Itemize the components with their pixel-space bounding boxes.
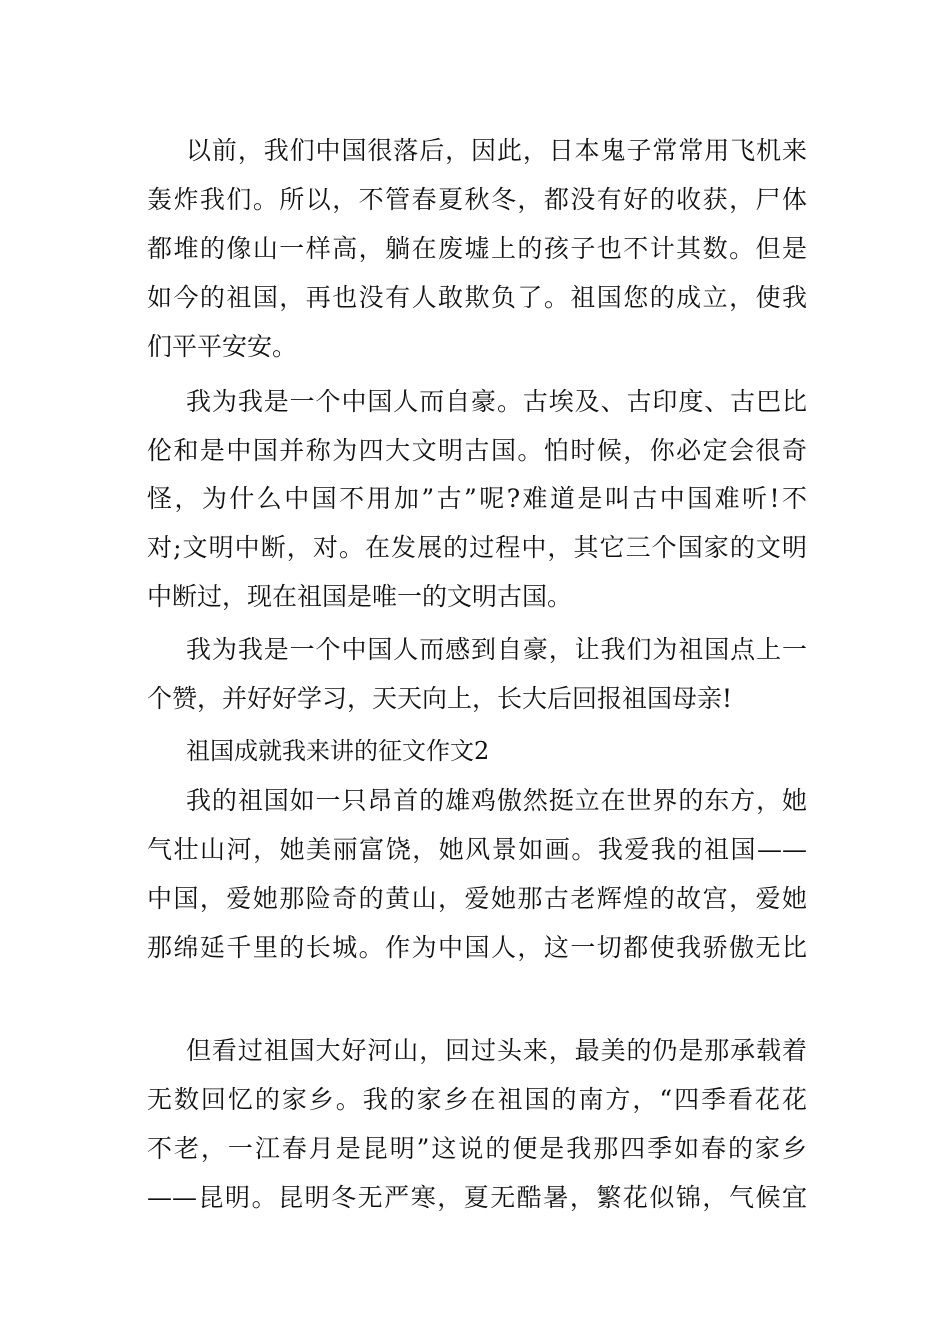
paragraph-2-line-4: 对;文明中断，对。在发展的过程中，其它三个国家的文明 [147,533,807,562]
paragraph-5-line-1: 但看过祖国大好河山，回过头来，最美的仍是那承载着 [186,1036,807,1065]
paragraph-1-line-4: 如今的祖国，再也没有人敢欺负了。祖国您的成立，使我 [147,283,807,312]
paragraph-5-line-3: 不老，一江春月是昆明”这说的便是我那四季如春的家乡 [147,1134,807,1163]
paragraph-4-line-2: 气壮山河，她美丽富饶，她风景如画。我爱我的祖国—— [147,835,807,864]
paragraph-3-line-1: 我为我是一个中国人而感到自豪，让我们为祖国点上一 [186,635,807,664]
paragraph-1-line-1: 以前，我们中国很落后，因此，日本鬼子常常用飞机来 [186,136,807,165]
paragraph-2-line-1: 我为我是一个中国人而自豪。古埃及、古印度、古巴比 [186,387,807,416]
paragraph-5-line-4: ——昆明。昆明冬无严寒，夏无酷暑，繁花似锦，气候宜 [147,1183,807,1212]
paragraph-4-line-4: 那绵延千里的长城。作为中国人，这一切都使我骄傲无比 [147,933,807,962]
paragraph-4-line-1: 我的祖国如一只昂首的雄鸡傲然挺立在世界的东方，她 [186,786,807,815]
paragraph-1-line-5: 们平平安安。 [147,332,298,361]
paragraph-2-line-3: 怪，为什么中国不用加”古”呢?难道是叫古中国难听!不 [147,484,807,513]
section-heading: 祖国成就我来讲的征文作文2 [186,737,490,765]
paragraph-5-line-2: 无数回忆的家乡。我的家乡在祖国的南方，“四季看花花 [147,1085,807,1114]
paragraph-4-line-3: 中国，爱她那险奇的黄山，爱她那古老辉煌的故宫，爱她 [147,884,807,913]
paragraph-2-line-2: 伦和是中国并称为四大文明古国。怕时候，你必定会很奇 [147,436,807,465]
paragraph-1-line-2: 轰炸我们。所以，不管春夏秋冬，都没有好的收获，尸体 [147,185,807,214]
paragraph-1-line-3: 都堆的像山一样高，躺在废墟上的孩子也不计其数。但是 [147,234,807,263]
paragraph-2-line-5: 中断过，现在祖国是唯一的文明古国。 [147,582,573,611]
paragraph-3-line-2: 个赞，并好好学习，天天向上，长大后回报祖国母亲! [147,684,733,713]
